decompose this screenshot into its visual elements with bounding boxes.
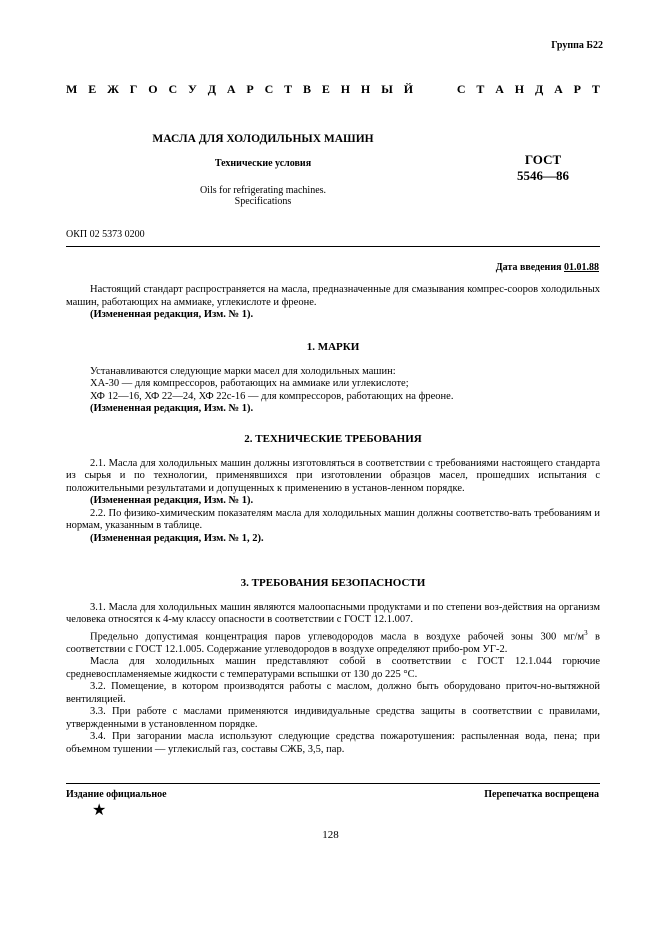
section-3-paragraph: Масла для холодильных машин представляют собой в соответствии с ГОСТ 12.1.044 горючие средневоспламеняемые жидкости с температурами вспышки от 130 до 225 °С. bbox=[66, 656, 600, 680]
section-1-line: ХФ 12—16, ХФ 22—24, ХФ 22с-16 — для компрессоров, работающих на фреоне. bbox=[90, 390, 454, 402]
cubic-superscript: 3 bbox=[584, 628, 588, 637]
banner-letter: Н bbox=[514, 82, 525, 96]
banner-letter: Т bbox=[476, 82, 485, 96]
star-icon: ★ bbox=[92, 802, 107, 819]
banner-letter: Т bbox=[284, 82, 293, 96]
banner-letter: А bbox=[554, 82, 563, 96]
group-code: Группа Б22 bbox=[551, 40, 603, 51]
section-3-paragraph bbox=[66, 627, 600, 657]
banner-letter: А bbox=[226, 82, 236, 96]
banner-letter: О bbox=[148, 82, 158, 96]
section-3-heading: 3. ТРЕБОВАНИЯ БЕЗОПАСНОСТИ bbox=[240, 577, 426, 589]
introduction-date bbox=[496, 262, 599, 273]
section-1 bbox=[66, 341, 600, 416]
section-3-paragraph: 3.3. При работе с маслами применяются индивидуальные средства защиты в соответствии с правилами, утвержденными в установленном порядке. bbox=[66, 706, 600, 730]
section-1-line: ХА-30 — для компрессоров, работающих на аммиаке или углекислоте; bbox=[90, 378, 409, 389]
document-subtitle: Технические условия bbox=[214, 158, 312, 169]
edition-note: (Измененная редакция, Изм. № 1, 2). bbox=[90, 532, 264, 544]
concentration-text-cont: в соответствии с ГОСТ 12.1.005. Содержание углеводородов в воздухе определяют прибо-ром УГ-2. bbox=[66, 631, 600, 655]
gost-number bbox=[508, 152, 578, 184]
banner-letter: М bbox=[66, 82, 78, 96]
section-3-paragraph: 3.4. При загорании масла используют следующие средства пожаротушения: распыленная вода, пена; при объемном тушении — углекислый газ, составы СЖБ, 3,5, пар. bbox=[66, 731, 600, 755]
edition-note: (Измененная редакция, Изм. № 1). bbox=[90, 495, 254, 506]
header-divider bbox=[66, 246, 600, 247]
intro-paragraph: Настоящий стандарт распространяется на масла, предназначенные для смазывания компрес-сооров холодильных машин, работающих на аммиаке, углекислоте и фреоне. bbox=[66, 284, 600, 308]
banner-letter: Й bbox=[403, 82, 414, 96]
banner-letter: Н bbox=[360, 82, 371, 96]
official-edition: Издание официальное bbox=[66, 789, 167, 800]
okp-code: ОКП 02 5373 0200 bbox=[66, 229, 145, 240]
banner-letter: Т bbox=[591, 82, 600, 96]
gost-code: 5546—86 bbox=[517, 168, 569, 183]
section-3-paragraph: 3.2. Помещение, в котором производятся работы с маслом, должно быть оборудовано приточ-но-вытяжной вентиляцией. bbox=[66, 681, 600, 705]
banner-letter: А bbox=[495, 82, 504, 96]
gost-label: ГОСТ bbox=[524, 152, 562, 167]
banner-letter: С bbox=[456, 82, 466, 96]
edition-note: (Измененная редакция, Изм. № 1). bbox=[90, 403, 254, 414]
concentration-text: Предельно допустимая концентрация паров углеводородов масла в воздухе рабочей зоны 300 мг/м bbox=[90, 631, 585, 642]
section-3-paragraph: 3.1. Масла для холодильных машин являются малоопасными продуктами и по степени воз-действия на организм человека относятся к 4-му классу опасности в соответствии с ГОСТ 12.1.007. bbox=[66, 601, 600, 625]
banner-gap bbox=[424, 82, 446, 97]
banner-letter: Н bbox=[340, 82, 351, 96]
section-1-line: Устанавливаются следующие марки масел для холодильных машин: bbox=[90, 365, 396, 377]
page-number: 128 bbox=[322, 829, 339, 841]
document-title: МАСЛА ДЛЯ ХОЛОДИЛЬНЫХ МАШИН bbox=[152, 133, 374, 145]
section-1-heading: 1. МАРКИ bbox=[306, 341, 360, 353]
banner-letter: Е bbox=[88, 82, 97, 96]
banner-letter: Г bbox=[129, 82, 138, 96]
banner-letter: Ж bbox=[107, 82, 119, 96]
banner-letter: Д bbox=[207, 82, 216, 96]
banner-letter: С bbox=[264, 82, 274, 96]
date-label: Дата введения bbox=[495, 262, 564, 273]
banner-letter: Е bbox=[321, 82, 330, 96]
banner-letter: Д bbox=[534, 82, 544, 96]
english-subtitle: Specifications bbox=[234, 196, 292, 207]
banner-letter: У bbox=[188, 82, 197, 96]
banner-letter: Р bbox=[246, 82, 254, 96]
banner-letter: В bbox=[302, 82, 311, 96]
section-2-paragraph: 2.2. По физико-химическим показателям масла для холодильных машин должны соответство-вать требованиям и нормам, указанным в таблице. bbox=[66, 507, 600, 531]
section-2-paragraph: 2.1. Масла для холодильных машин должны изготовляться в соответствии с требованиями настоящего стандарта из сырья и по технологии, применявшихся при изготовлении образцов масел, прошедших испытания с положительными результатами и допущенных к применению в установ-ленном порядке. bbox=[66, 457, 600, 494]
date-value: 01.01.88 bbox=[564, 262, 599, 273]
section-2-heading: 2. ТЕХНИЧЕСКИЕ ТРЕБОВАНИЯ bbox=[244, 433, 422, 445]
intro-block bbox=[66, 284, 600, 322]
english-title: Oils for refrigerating machines. bbox=[199, 185, 327, 196]
footer-divider bbox=[66, 783, 600, 784]
section-2 bbox=[66, 433, 600, 545]
standard-banner bbox=[66, 82, 600, 97]
banner-letter: Ы bbox=[381, 82, 393, 96]
section-3 bbox=[66, 577, 600, 756]
edition-note: (Измененная редакция, Изм. № 1). bbox=[90, 309, 254, 320]
banner-letter: С bbox=[168, 82, 178, 96]
banner-letter: Р bbox=[573, 82, 581, 96]
reprint-prohibited: Перепечатка воспрещена bbox=[484, 789, 599, 800]
